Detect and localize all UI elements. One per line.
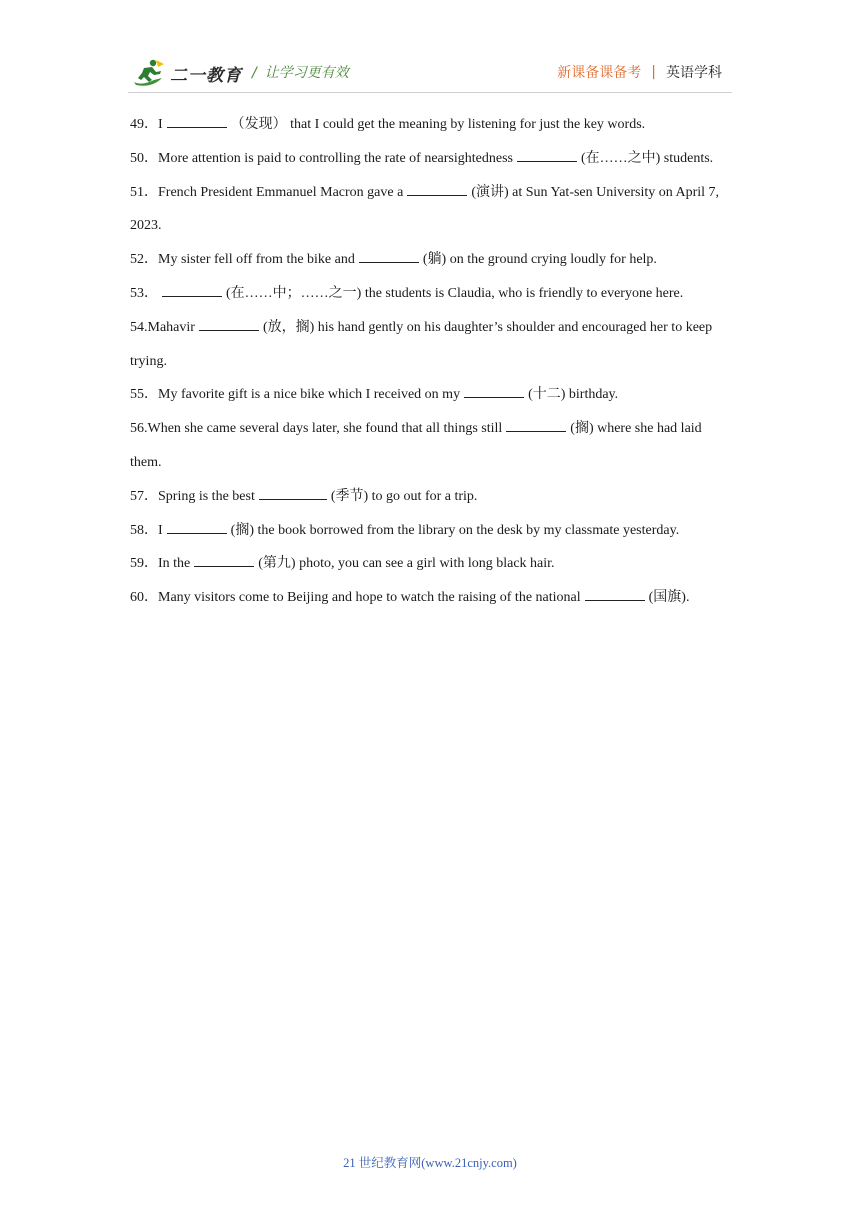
question-number: 54. <box>130 319 148 335</box>
question-text-after: (在……之中) students. <box>580 150 714 166</box>
question-number: 59． <box>130 556 158 572</box>
question-text-after: (在……中；……之一) the students is Claudia, who is friendly to everyone here. <box>226 285 684 301</box>
question-text-after: (躺) on the ground crying loudly for help. <box>422 252 657 268</box>
question-item <box>130 412 736 480</box>
question-item <box>130 108 736 142</box>
question-text-after: (十二) birthday. <box>528 387 619 403</box>
runner-logo-icon <box>132 58 166 88</box>
question-text-before: Spring is the best <box>158 488 255 504</box>
answer-blank[interactable] <box>517 147 577 162</box>
answer-blank[interactable] <box>506 417 566 432</box>
question-text-before: I <box>158 117 163 132</box>
question-number: 53． <box>130 285 158 301</box>
question-item <box>130 378 736 412</box>
question-text-before: My favorite gift is a nice bike which I received on my <box>158 387 461 403</box>
answer-blank[interactable] <box>585 586 645 601</box>
answer-blank[interactable] <box>407 181 467 196</box>
question-list <box>130 108 736 615</box>
question-text-before: I <box>158 522 163 538</box>
header-course-info <box>557 62 722 82</box>
answer-blank[interactable] <box>359 248 419 263</box>
answer-blank[interactable] <box>464 383 524 398</box>
question-text-before: When she came several days later, she found that all things still <box>147 421 503 437</box>
question-text-before: French President Emmanuel Macron gave a <box>158 184 404 200</box>
question-item <box>130 142 736 176</box>
logo-text: 二一教育 <box>170 65 242 86</box>
slogan <box>252 62 349 82</box>
question-text-before: My sister fell off from the bike and <box>158 252 355 268</box>
question-text-before: More attention is paid to controlling the rate of nearsightedness <box>158 150 513 166</box>
question-text-before: Many visitors come to Beijing and hope to watch the raising of the national <box>158 590 581 606</box>
question-text-after: （发现） that I could get the meaning by listening for just the key words. <box>230 117 646 132</box>
question-item <box>130 243 736 277</box>
question-item <box>130 547 736 581</box>
question-number: 51． <box>130 184 158 200</box>
question-item <box>130 514 736 548</box>
answer-blank[interactable] <box>259 485 327 500</box>
question-number: 56. <box>130 421 148 437</box>
question-text-before: In the <box>158 556 191 572</box>
question-item <box>130 581 736 615</box>
header-separator: | <box>651 64 656 80</box>
brand-logo <box>132 56 242 90</box>
question-number: 57． <box>130 488 158 504</box>
question-text-before: Mahavir <box>147 319 195 335</box>
answer-blank[interactable] <box>167 113 227 128</box>
page-header <box>0 0 860 100</box>
question-item <box>130 277 736 311</box>
question-number: 52． <box>130 252 158 268</box>
answer-blank[interactable] <box>199 316 259 331</box>
question-text-after: (演讲) at Sun Yat-sen University on April 7, 2023. <box>130 184 720 234</box>
question-text-after: (搁) where she had laid them. <box>130 421 702 470</box>
question-text-after: (第九) photo, you can see a girl with long black hair. <box>258 556 555 572</box>
question-text-after: (放，搁) his hand gently on his daughter’s shoulder and encouraged her to keep trying. <box>130 319 713 369</box>
slogan-text: 让学习更有效 <box>264 65 349 81</box>
question-text-after: (搁) the book borrowed from the library on the desk by my classmate yesterday. <box>230 522 680 538</box>
question-text-after: (国旗). <box>648 590 690 606</box>
slogan-slash: / <box>252 65 257 81</box>
question-text-after: (季节) to go out for a trip. <box>330 488 478 504</box>
question-item <box>130 176 736 244</box>
header-divider <box>128 92 732 93</box>
answer-blank[interactable] <box>194 552 254 567</box>
question-number: 50． <box>130 150 158 166</box>
subject-label: 英语学科 <box>666 65 722 81</box>
course-label: 新课备课备考 <box>557 65 642 81</box>
question-number: 58． <box>130 522 158 538</box>
question-item <box>130 480 736 514</box>
answer-blank[interactable] <box>167 519 227 534</box>
answer-blank[interactable] <box>162 282 222 297</box>
question-item <box>130 311 736 379</box>
question-number: 55． <box>130 387 158 403</box>
question-number: 60． <box>130 590 158 606</box>
page-footer: 21 世纪教育网(www.21cnjy.com) <box>343 1156 517 1170</box>
question-number: 49． <box>130 117 158 132</box>
